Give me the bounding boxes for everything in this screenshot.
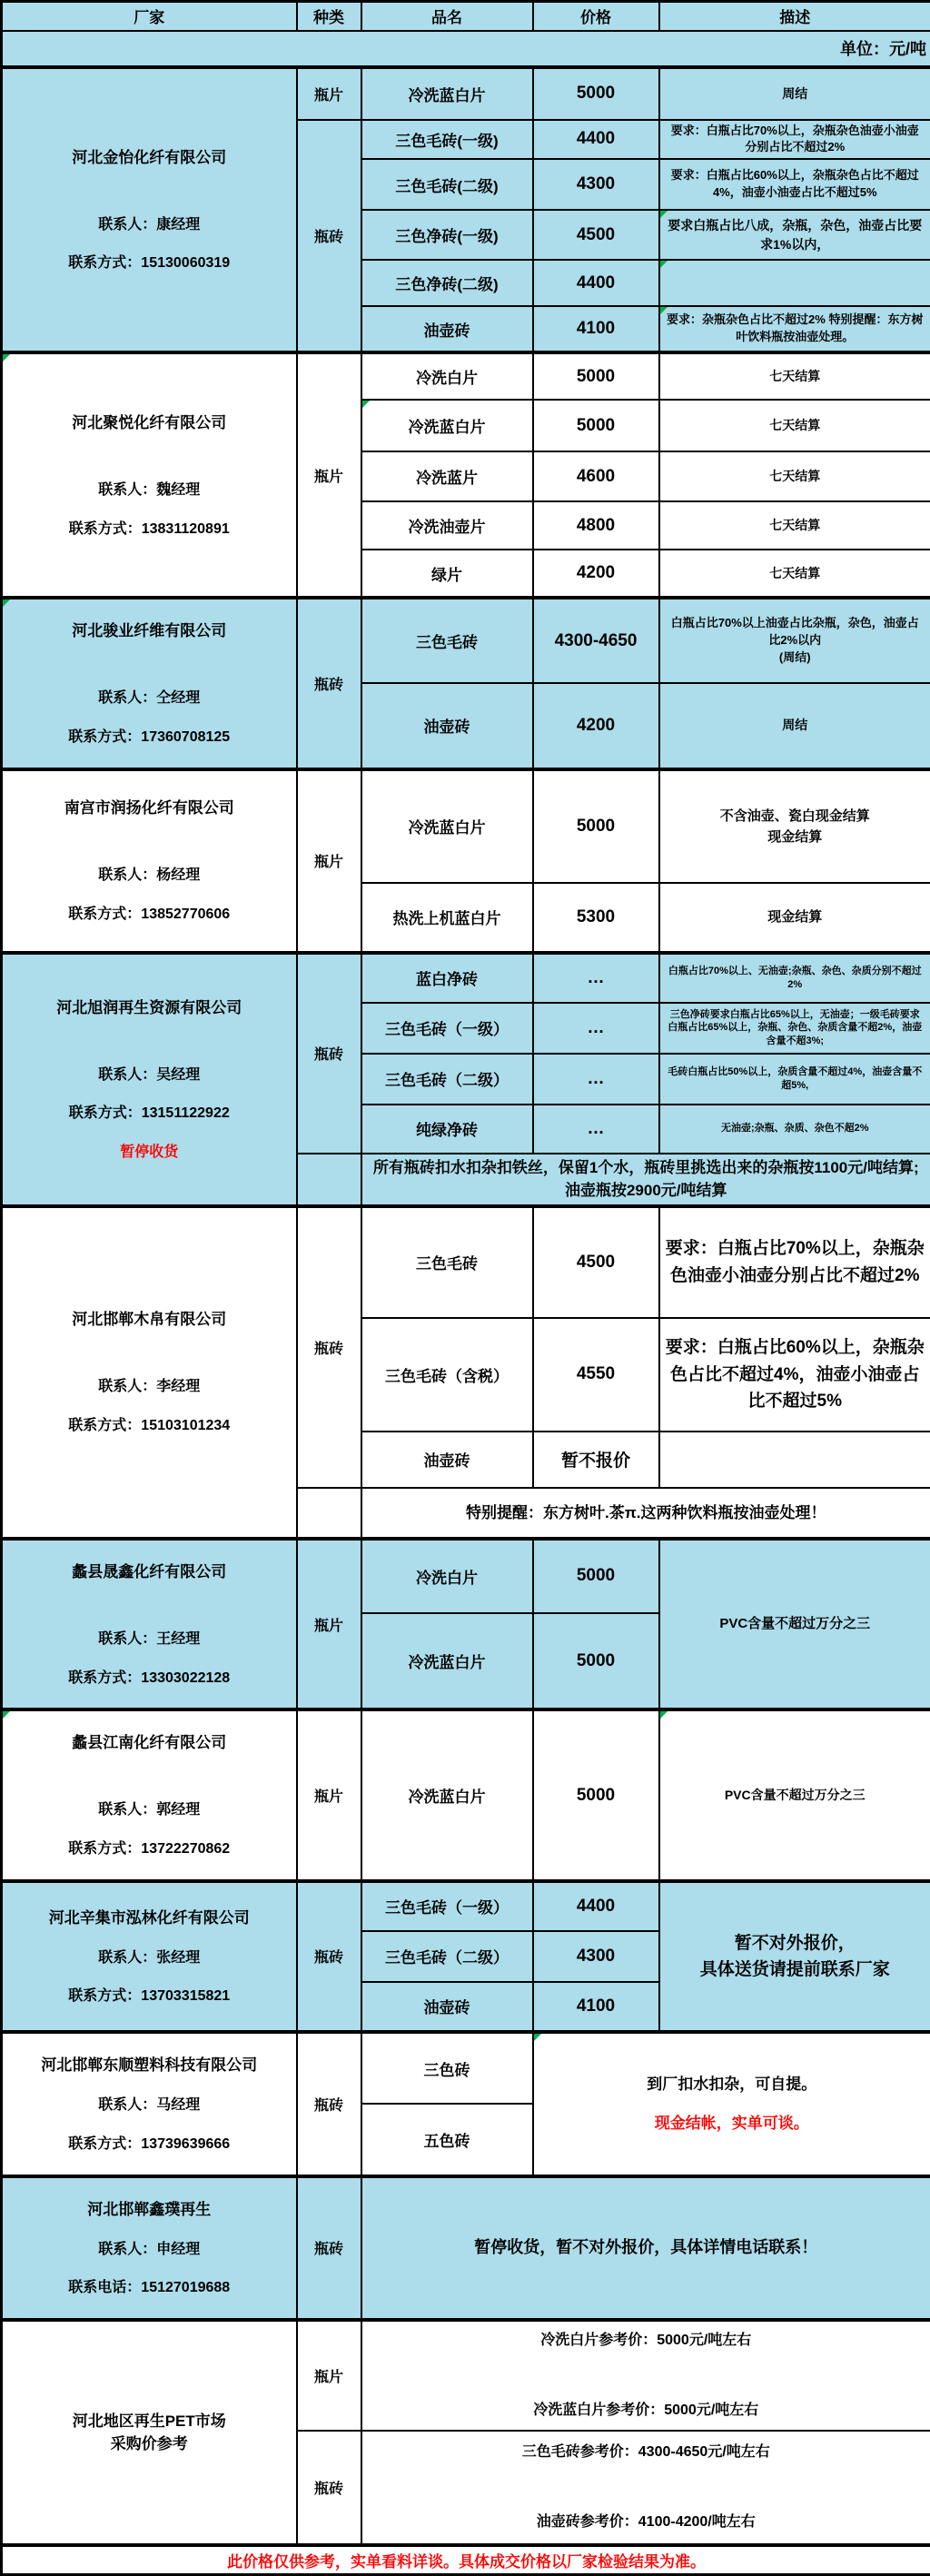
company-cell <box>2 769 297 953</box>
product-cell: 蓝白净砖 <box>361 953 533 1003</box>
price-cell: 4400 <box>533 260 659 306</box>
desc-merged-cell: 暂不对外报价， 具体送货请提前联系厂家 <box>659 1881 930 2032</box>
company-phone: 联系方式：15130060319 <box>8 253 291 275</box>
price-cell: 4300-4650 <box>533 598 659 683</box>
product-cell: 冷洗蓝白片 <box>361 1709 533 1881</box>
company-cell <box>2 953 297 1206</box>
type-cell: 瓶片 <box>297 1709 361 1881</box>
price-cell: 4100 <box>533 306 659 352</box>
price-cell: 5000 <box>533 1709 659 1881</box>
product-cell: 冷洗白片 <box>361 1539 533 1613</box>
company-phone: 联系电话：15127019688 <box>8 2277 291 2300</box>
merged-desc-line2: 现金结帐，实单可谈。 <box>539 2112 925 2135</box>
product-cell: 三色毛砖（二级） <box>361 1054 533 1105</box>
price-cell: … <box>533 1105 659 1154</box>
desc-cell: 现金结算 <box>659 883 930 953</box>
desc-cell: 要求：白瓶占比60%以上，杂瓶杂色占比不超过4%，油壶小油壶占比不超过5% <box>659 1318 930 1432</box>
company-cell <box>2 2320 297 2545</box>
type-cell: 瓶砖 <box>297 953 361 1154</box>
company-contact: 联系人：杨经理 <box>8 865 291 887</box>
price-cell: 4200 <box>533 683 659 769</box>
product-cell: 冷洗油壶片 <box>361 501 533 550</box>
product-cell: 热洗上机蓝白片 <box>361 883 533 953</box>
product-cell: 三色毛砖(一级) <box>361 120 533 160</box>
company-phone: 联系方式：13703315821 <box>8 1986 291 2008</box>
type-cell: 瓶片 <box>297 352 361 598</box>
desc-cell: 毛砖白瓶占比50%以上，杂质含量不超过4%，油壶含量不超5%, <box>659 1054 930 1105</box>
product-cell: 油壶砖 <box>361 1432 533 1488</box>
price-cell: 5000 <box>533 1613 659 1710</box>
desc-cell: 三色净砖要求白瓶占比65%以上，无油壶；一级毛砖要求白瓶占比65%以上，杂瓶、杂色、杂质含量不超2%，油壶含量不超3%; <box>659 1003 930 1054</box>
company-contact: 联系人：申经理 <box>8 2239 291 2262</box>
product-cell: 纯绿净砖 <box>361 1105 533 1154</box>
price-cell: 4300 <box>533 159 659 210</box>
type-cell: 瓶砖 <box>297 2431 361 2545</box>
product-cell: 油壶砖 <box>361 306 533 352</box>
product-cell: 冷洗蓝白片 <box>361 67 533 120</box>
company-cell <box>2 1539 297 1710</box>
company-name: 河北骏业纤维有限公司 <box>8 618 291 640</box>
product-cell: 冷洗蓝白片 <box>361 400 533 451</box>
type-cell: 瓶砖 <box>297 1206 361 1488</box>
price-cell: 5300 <box>533 883 659 953</box>
company-cell <box>2 2032 297 2176</box>
product-cell: 油壶砖 <box>361 1982 533 2032</box>
company-contact: 联系人：王经理 <box>8 1629 291 1651</box>
type-cell: 瓶砖 <box>297 2032 361 2176</box>
price-cell: 4400 <box>533 120 659 160</box>
company-name: 蠡县江南化纤有限公司 <box>8 1729 291 1752</box>
price-cell: 4600 <box>533 451 659 501</box>
type-cell: 瓶砖 <box>297 1881 361 2032</box>
price-cell: 4300 <box>533 1931 659 1982</box>
company-cell <box>2 1881 297 2032</box>
company-contact: 联系人：张经理 <box>8 1947 291 1970</box>
desc-cell: 七天结算 <box>659 451 930 501</box>
company-name: 河北地区再生PET市场 采购价参考 <box>8 2408 291 2453</box>
price-cell: … <box>533 953 659 1003</box>
product-cell: 三色毛砖 <box>361 598 533 683</box>
price-cell: 4100 <box>533 1982 659 2032</box>
merged-desc-line1: 到厂扣水扣杂，可自提。 <box>539 2073 925 2096</box>
company-cell <box>2 1206 297 1539</box>
reference-price-cell: 三色毛砖参考价：4300-4650元/吨左右 油壶砖参考价：4100-4200/吨左右 <box>361 2431 930 2545</box>
price-cell: 5000 <box>533 400 659 451</box>
price-cell: 4550 <box>533 1318 659 1432</box>
type-cell: 瓶片 <box>297 67 361 120</box>
price-cell: 4500 <box>533 1206 659 1318</box>
product-cell: 绿片 <box>361 550 533 598</box>
company-cell <box>2 67 297 353</box>
header-description: 描述 <box>659 2 930 31</box>
company-contact: 联系人：李经理 <box>8 1376 291 1399</box>
desc-cell: 七天结算 <box>659 352 930 400</box>
disclaimer-note: 此价格仅供参考，实单看料详谈。具体成交价格以厂家检验结果为准。 <box>2 2545 930 2575</box>
company-contact: 联系人：仝经理 <box>8 688 291 710</box>
company-cell <box>2 2176 297 2321</box>
company-name: 河北辛集市泓林化纤有限公司 <box>8 1905 291 1927</box>
product-cell: 三色净砖(二级) <box>361 260 533 306</box>
type-cell: 瓶砖 <box>297 598 361 769</box>
desc-cell <box>659 1432 930 1488</box>
desc-cell: 要求：白瓶占比60%以上，杂瓶杂色占比不超过4%，油壶小油壶占比不超过5% <box>659 159 930 210</box>
company-phone: 联系方式：13739639666 <box>8 2134 291 2156</box>
product-cell: 油壶砖 <box>361 683 533 769</box>
company-contact: 联系人：魏经理 <box>8 480 291 502</box>
product-cell: 三色毛砖（一级） <box>361 1881 533 1931</box>
product-cell: 五色砖 <box>361 2104 533 2175</box>
company-phone: 联系方式：13722270862 <box>8 1838 291 1861</box>
price-cell: 5000 <box>533 1539 659 1613</box>
product-cell: 三色净砖(一级) <box>361 210 533 260</box>
desc-cell: 无油壶;杂瓶、杂质、杂色不超2% <box>659 1105 930 1154</box>
product-cell: 冷洗白片 <box>361 352 533 400</box>
price-cell: 5000 <box>533 352 659 400</box>
company-contact: 联系人：郭经理 <box>8 1799 291 1822</box>
type-cell: 瓶片 <box>297 1539 361 1710</box>
company-phone: 联系方式：17360708125 <box>8 727 291 749</box>
header-product: 品名 <box>361 2 533 31</box>
company-phone: 联系方式：13831120891 <box>8 519 291 541</box>
company-phone: 联系方式：15103101234 <box>8 1415 291 1438</box>
company-name: 蠡县晟鑫化纤有限公司 <box>8 1559 291 1581</box>
status-span-cell: 暂停收货，暂不对外报价，具体详情电话联系！ <box>361 2176 930 2321</box>
desc-cell: 要求白瓶占比八成，杂瓶，杂色，油壶占比要求1%以内， <box>659 210 930 260</box>
price-cell: 5000 <box>533 67 659 120</box>
desc-cell: 白瓶占比70%以上油壶占比杂瓶，杂色，油壶占比2%以内 (周结) <box>659 598 930 683</box>
desc-cell: 七天结算 <box>659 501 930 550</box>
header-price: 价格 <box>533 2 659 31</box>
company-contact: 联系人：马经理 <box>8 2095 291 2117</box>
desc-cell: 白瓶占比70%以上、无油壶;杂瓶、杂色、杂质分别不超过2% <box>659 953 930 1003</box>
desc-cell: 不含油壶、瓷白现金结算 现金结算 <box>659 769 930 883</box>
product-cell: 三色毛砖 <box>361 1206 533 1318</box>
company-name: 河北聚悦化纤有限公司 <box>8 410 291 432</box>
desc-cell: 周结 <box>659 67 930 120</box>
section-note-cell: 特别提醒：东方树叶.茶π.这两种饮料瓶按油壶处理！ <box>361 1488 930 1539</box>
type-cell: 瓶片 <box>297 769 361 953</box>
desc-cell: 要求：白瓶占比70%以上，杂瓶杂色油壶小油壶分别占比不超过2% <box>659 120 930 160</box>
price-cell: 4200 <box>533 550 659 598</box>
desc-cell: 七天结算 <box>659 400 930 451</box>
desc-cell: 要求：白瓶占比70%以上，杂瓶杂色油壶小油壶分别占比不超过2% <box>659 1206 930 1318</box>
header-type: 种类 <box>297 2 361 31</box>
company-phone: 联系方式：13852770606 <box>8 904 291 926</box>
company-name: 河北邯郸木帛有限公司 <box>8 1306 291 1329</box>
desc-cell: PVC含量不超过万分之三 <box>659 1709 930 1881</box>
price-cell: … <box>533 1003 659 1054</box>
company-cell <box>2 598 297 769</box>
price-cell: 5000 <box>533 769 659 883</box>
unit-note: 单位：元/吨 <box>2 31 930 67</box>
price-cell: 4500 <box>533 210 659 260</box>
company-phone: 联系方式：13303022128 <box>8 1668 291 1690</box>
price-cell: 4400 <box>533 1881 659 1931</box>
product-cell: 三色毛砖(二级) <box>361 159 533 210</box>
header-factory: 厂家 <box>2 2 297 31</box>
desc-merged-cell: PVC含量不超过万分之三 <box>659 1539 930 1710</box>
company-phone: 联系方式：13151122922 <box>8 1103 291 1125</box>
product-cell: 冷洗蓝白片 <box>361 1613 533 1710</box>
product-cell: 三色毛砖（二级） <box>361 1931 533 1982</box>
type-empty-cell <box>297 1488 361 1539</box>
company-cell <box>2 1709 297 1881</box>
desc-cell: 要求：杂瓶杂色占比不超过2% 特别提醒：东方树叶饮料瓶按油壶处理。 <box>659 306 930 352</box>
product-cell: 冷洗蓝白片 <box>361 769 533 883</box>
company-name: 南宫市润扬化纤有限公司 <box>8 795 291 817</box>
product-cell: 三色毛砖（含税） <box>361 1318 533 1432</box>
desc-cell: 周结 <box>659 683 930 769</box>
price-desc-merged-cell <box>533 2032 930 2176</box>
desc-cell <box>659 260 930 306</box>
company-contact: 联系人：康经理 <box>8 214 291 237</box>
product-cell: 三色砖 <box>361 2032 533 2104</box>
section-note-cell: 所有瓶砖扣水扣杂扣铁丝，保留1个水，瓶砖里挑选出来的杂瓶按1100元/吨结算;油壶瓶按2900元/吨结算 <box>361 1154 930 1206</box>
company-name: 河北金怡化纤有限公司 <box>8 144 291 167</box>
company-name: 河北邯郸鑫璞再生 <box>8 2196 291 2219</box>
type-cell: 瓶砖 <box>297 120 361 353</box>
price-cell: 4800 <box>533 501 659 550</box>
company-cell <box>2 352 297 598</box>
product-cell: 冷洗蓝片 <box>361 451 533 501</box>
company-name: 河北邯郸东顺塑料科技有限公司 <box>8 2052 291 2075</box>
type-cell: 瓶片 <box>297 2320 361 2431</box>
reference-price-cell: 冷洗白片参考价：5000元/吨左右 冷洗蓝白片参考价：5000元/吨左右 <box>361 2320 930 2431</box>
company-name: 河北旭润再生资源有限公司 <box>8 995 291 1017</box>
product-cell: 三色毛砖（一级） <box>361 1003 533 1054</box>
company-contact: 联系人：吴经理 <box>8 1065 291 1087</box>
type-cell: 瓶砖 <box>297 2176 361 2321</box>
price-cell: 暂不报价 <box>533 1432 659 1488</box>
company-status-note: 暂停收货 <box>8 1142 291 1164</box>
desc-cell: 七天结算 <box>659 550 930 598</box>
price-cell: … <box>533 1054 659 1105</box>
type-empty-cell <box>297 1154 361 1206</box>
